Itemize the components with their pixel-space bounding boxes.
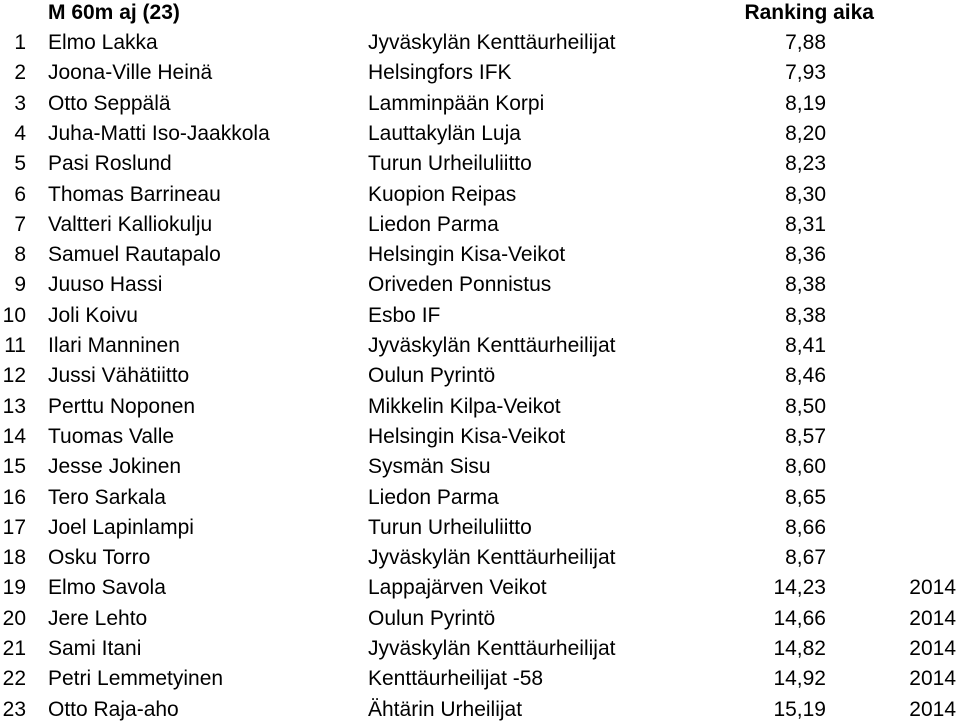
rank-cell: 20 <box>2 606 26 630</box>
athlete-name-cell: Juha-Matti Iso-Jaakkola <box>48 121 270 145</box>
table-row <box>0 664 960 694</box>
year-cell <box>860 180 956 210</box>
time-cell: 8,23 <box>785 152 826 176</box>
year-cell <box>860 240 956 270</box>
rank-cell: 6 <box>14 182 26 206</box>
table-row <box>0 28 960 58</box>
athlete-name-cell: Jesse Jokinen <box>48 455 182 479</box>
rank-cell: 18 <box>2 546 26 570</box>
time-cell: 8,38 <box>785 273 826 297</box>
athlete-name-cell: Osku Torro <box>48 546 151 570</box>
rank-cell: 21 <box>2 637 26 660</box>
club-cell: Oulun Pyrintö <box>368 364 496 388</box>
athlete-name-cell: Elmo Lakka <box>48 31 158 54</box>
rank-cell: 17 <box>2 515 26 539</box>
rank-cell: 9 <box>14 273 26 297</box>
club-cell: Jyväskylän Kenttäurheilijat <box>368 546 616 570</box>
athlete-name-cell: Otto Seppälä <box>48 91 171 115</box>
year-cell: 2014 <box>909 606 956 630</box>
athlete-name-cell: Ilari Manninen <box>48 334 180 357</box>
club-cell: Jyväskylän Kenttäurheilijat <box>368 334 616 357</box>
club-cell: Jyväskylän Kenttäurheilijat <box>368 31 616 54</box>
time-cell: 8,65 <box>785 485 826 509</box>
club-cell: Helsingfors IFK <box>368 61 512 85</box>
year-cell <box>860 513 956 543</box>
year-cell <box>860 119 956 149</box>
athlete-name-cell: Tuomas Valle <box>48 424 175 448</box>
rank-cell: 7 <box>14 212 26 236</box>
athlete-name-cell: Petri Lemmetyinen <box>48 667 224 691</box>
rank-cell: 2 <box>14 61 26 85</box>
athlete-name-cell: Sami Itani <box>48 637 142 660</box>
year-cell <box>860 210 956 240</box>
time-cell: 7,88 <box>785 31 826 54</box>
table-row <box>0 240 960 270</box>
club-cell: Lamminpään Korpi <box>368 91 545 115</box>
club-cell: Kuopion Reipas <box>368 182 517 206</box>
time-cell: 8,60 <box>785 455 826 479</box>
club-cell: Lappajärven Veikot <box>368 576 547 600</box>
year-cell <box>860 89 956 119</box>
year-cell: 2014 <box>909 576 956 600</box>
table-row <box>0 301 960 331</box>
year-cell <box>860 483 956 513</box>
table-row <box>0 89 960 119</box>
time-cell: 8,19 <box>785 91 826 115</box>
table-row <box>0 361 960 391</box>
club-cell: Helsingin Kisa-Veikot <box>368 243 566 267</box>
rank-cell: 13 <box>2 394 26 418</box>
athlete-name-cell: Samuel Rautapalo <box>48 243 221 267</box>
year-cell: 2014 <box>909 697 956 721</box>
time-cell: 14,23 <box>773 576 826 600</box>
rank-cell: 11 <box>4 334 26 357</box>
time-cell: 8,41 <box>785 334 826 357</box>
table-row <box>0 573 960 603</box>
athlete-name-cell: Joel Lapinlampi <box>48 515 194 539</box>
athlete-name-cell: Jussi Vähätiitto <box>48 364 190 388</box>
time-cell: 14,82 <box>773 637 826 660</box>
athlete-name-cell: Joona-Ville Heinä <box>48 61 213 85</box>
athlete-name-cell: Joli Koivu <box>48 303 138 327</box>
table-row <box>0 634 960 664</box>
table-row <box>0 543 960 573</box>
club-cell: Jyväskylän Kenttäurheilijat <box>368 637 616 660</box>
time-cell: 15,19 <box>773 697 826 721</box>
club-cell: Turun Urheiluliitto <box>368 152 532 176</box>
athlete-name-cell: Perttu Noponen <box>48 394 196 418</box>
time-cell: 8,38 <box>785 303 826 327</box>
year-cell <box>860 422 956 452</box>
table-row <box>0 695 960 725</box>
athlete-name-cell: Jere Lehto <box>48 606 148 630</box>
rank-cell: 16 <box>2 485 26 509</box>
athlete-name-cell: Otto Raja-aho <box>48 697 179 721</box>
table-row <box>0 604 960 634</box>
club-cell: Sysmän Sisu <box>368 455 491 479</box>
rank-cell: 5 <box>14 152 26 176</box>
rank-cell: 1 <box>14 31 26 54</box>
event-title: M 60m aj (23) <box>48 1 180 24</box>
athlete-name-cell: Pasi Roslund <box>48 152 172 176</box>
athlete-name-cell: Tero Sarkala <box>48 485 166 509</box>
year-cell <box>860 28 956 58</box>
athlete-name-cell: Juuso Hassi <box>48 273 163 297</box>
club-cell: Turun Urheiluliitto <box>368 515 532 539</box>
year-cell <box>860 543 956 573</box>
time-cell: 8,31 <box>785 212 826 236</box>
rank-cell: 3 <box>14 91 26 115</box>
time-cell: 8,67 <box>785 546 826 570</box>
club-cell: Oulun Pyrintö <box>368 606 496 630</box>
year-cell <box>860 331 956 361</box>
time-cell: 8,20 <box>785 121 826 145</box>
time-cell: 14,92 <box>773 667 826 691</box>
table-row <box>0 119 960 149</box>
club-cell: Ähtärin Urheilijat <box>368 697 523 721</box>
time-cell: 8,57 <box>785 424 826 448</box>
year-cell: 2014 <box>909 667 956 691</box>
rank-cell: 10 <box>2 303 26 327</box>
table-row <box>0 422 960 452</box>
time-cell: 8,66 <box>785 515 826 539</box>
athlete-name-cell: Thomas Barrineau <box>48 182 221 206</box>
rank-cell: 19 <box>2 576 26 600</box>
table-row <box>0 210 960 240</box>
club-cell: Kenttäurheilijat -58 <box>368 667 544 691</box>
time-cell: 8,46 <box>785 364 826 388</box>
time-cell: 14,66 <box>773 606 826 630</box>
year-cell <box>860 58 956 88</box>
year-cell: 2014 <box>909 637 956 660</box>
athlete-name-cell: Elmo Savola <box>48 576 166 600</box>
table-row <box>0 270 960 300</box>
table-row <box>0 513 960 543</box>
year-cell <box>860 392 956 422</box>
table-row <box>0 392 960 422</box>
year-cell <box>860 452 956 482</box>
year-cell <box>860 149 956 179</box>
rank-cell: 23 <box>2 697 26 721</box>
club-cell: Liedon Parma <box>368 485 499 509</box>
club-cell: Helsingin Kisa-Veikot <box>368 424 566 448</box>
rank-cell: 4 <box>14 121 26 145</box>
rank-cell: 12 <box>2 364 26 388</box>
table-row <box>0 58 960 88</box>
table-row <box>0 180 960 210</box>
table-row <box>0 331 960 361</box>
header-row <box>0 0 960 28</box>
time-cell: 8,50 <box>785 394 826 418</box>
time-cell: 8,30 <box>785 182 826 206</box>
year-cell <box>860 361 956 391</box>
rank-cell: 22 <box>2 667 26 691</box>
rank-cell: 14 <box>2 424 26 448</box>
club-cell: Esbo IF <box>368 303 441 327</box>
club-cell: Mikkelin Kilpa-Veikot <box>368 394 561 418</box>
time-cell: 7,93 <box>785 61 826 85</box>
ranking-time-header: Ranking aika <box>744 1 874 24</box>
table-row <box>0 452 960 482</box>
club-cell: Lauttakylän Luja <box>368 121 521 145</box>
time-cell: 8,36 <box>785 243 826 267</box>
rank-cell: 15 <box>2 455 26 479</box>
table-row <box>0 149 960 179</box>
year-cell <box>860 270 956 300</box>
athlete-name-cell: Valtteri Kalliokulju <box>48 212 213 236</box>
rank-cell: 8 <box>14 243 26 267</box>
year-cell <box>860 301 956 331</box>
table-row <box>0 483 960 513</box>
club-cell: Liedon Parma <box>368 212 499 236</box>
club-cell: Oriveden Ponnistus <box>368 273 552 297</box>
